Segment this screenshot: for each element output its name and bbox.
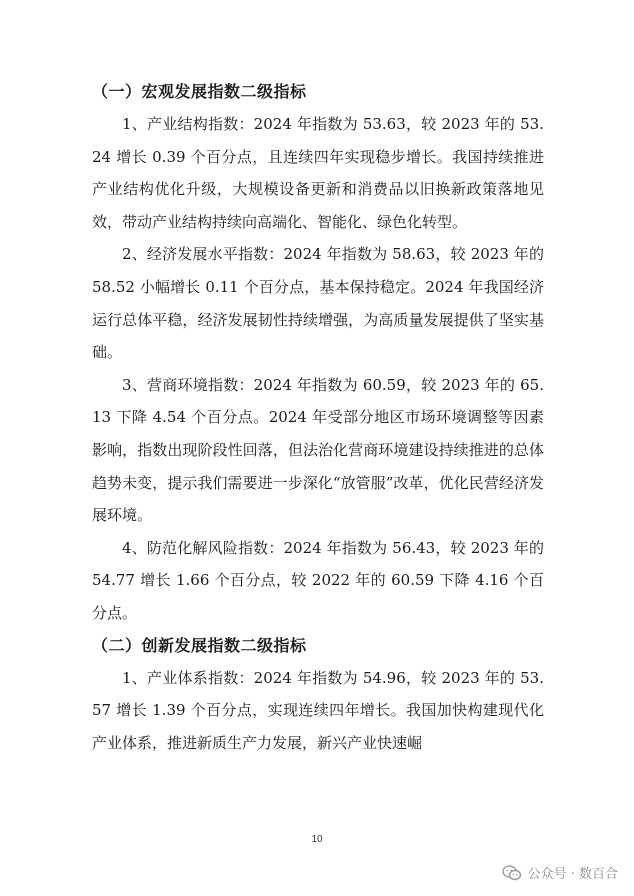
page-number: 10 bbox=[311, 834, 323, 845]
document-page bbox=[92, 76, 544, 759]
paragraph-risk-prevention: 4、防范化解风险指数：2024 年指数为 56.43，较 2023 年的 54.77 增长 1.66 个百分点，较 2022 年的 60.59 下降 4.16 个百分点。 bbox=[92, 538, 544, 622]
watermark bbox=[502, 863, 618, 882]
paragraph-economic-level: 2、经济发展水平指数：2024 年指数为 58.63，较 2023 年的 58.52 小幅增长 0.11 个百分点，基本保持稳定。2024 年我国经济运行总体平稳，经济发展韧性持续增强，为高质量发展提供了坚实基础。 bbox=[92, 245, 544, 362]
section-heading-innovation: （二）创新发展指数二级指标 bbox=[92, 635, 307, 655]
paragraph-industrial-system: 1、产业体系指数：2024 年指数为 54.96，较 2023 年的 53.57 增长 1.39 个百分点，实现连续四年增长。我国加快构建现代化产业体系，推进新质生产力发展，新兴产业快速崛 bbox=[92, 668, 544, 752]
wechat-icon bbox=[502, 865, 522, 881]
watermark-text: 公众号 · 数百合 bbox=[527, 867, 618, 882]
paragraph-industrial-structure: 1、产业结构指数：2024 年指数为 53.63，较 2023 年的 53.24 增长 0.39 个百分点，且连续四年实现稳步增长。我国持续推进产业结构优化升级，大规模设备更新和消费品以旧换新政策落地见效，带动产业结构持续向高端化、智能化、绿色化转型。 bbox=[92, 115, 544, 231]
paragraph-business-environment: 3、营商环境指数：2024 年指数为 60.59，较 2023 年的 65.13 下降 4.54 个百分点。2024 年受部分地区市场环境调整等因素影响，指数出现阶段性回落，但法治化营商环境建设持续推进的总体趋势未变，提示我们需要进一步深化“放管服”改革，优化民营经济发展环境。 bbox=[92, 375, 544, 525]
section-heading-macro: （一）宏观发展指数二级指标 bbox=[92, 82, 307, 101]
